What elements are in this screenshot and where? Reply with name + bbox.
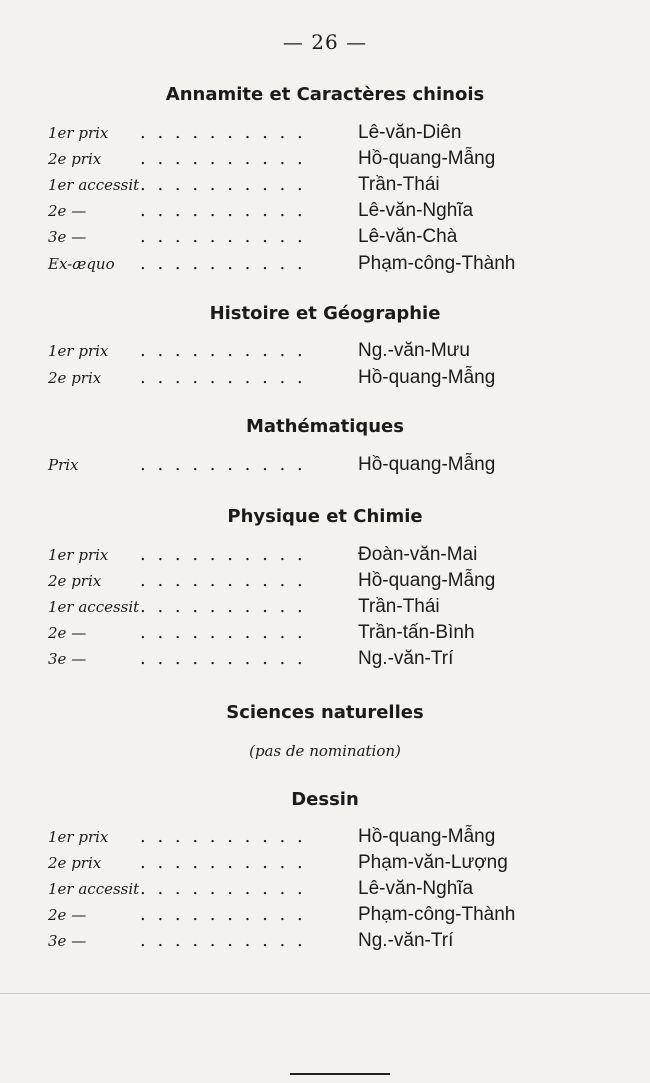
award-label: 1er prix — [48, 828, 109, 846]
award-name: Lê-văn-Nghĩa — [358, 200, 474, 221]
award-row — [48, 852, 618, 878]
award-label: 1er prix — [48, 342, 109, 360]
leader-dots: . . . . . . . . . . — [140, 148, 306, 169]
award-label: 2e — — [48, 202, 87, 220]
bottom-rule — [290, 1073, 390, 1075]
leader-dots: . . . . . . . . . . — [140, 340, 306, 361]
section-title-annamite: Annamite et Caractères chinois — [165, 84, 485, 105]
award-name: Hồ-quang-Mẫng — [358, 570, 496, 591]
award-label: 2e — — [48, 624, 87, 642]
award-name: Ng.-văn-Trí — [358, 648, 454, 669]
award-row — [48, 148, 618, 174]
award-row — [48, 904, 618, 930]
award-row — [48, 878, 618, 904]
leader-dots: . . . . . . . . . . — [140, 904, 306, 925]
award-name: Trần-Thái — [358, 596, 440, 617]
leader-dots: . . . . . . . . . . — [140, 544, 306, 565]
award-name: Lê-văn-Diên — [358, 122, 462, 143]
leader-dots: . . . . . . . . . . — [140, 367, 306, 388]
award-row — [48, 122, 618, 148]
award-row — [48, 340, 618, 366]
award-name: Ng.-văn-Mưu — [358, 340, 470, 361]
leader-dots: . . . . . . . . . . — [140, 122, 306, 143]
leader-dots: . . . . . . . . . . — [140, 200, 306, 221]
award-row — [48, 253, 618, 279]
award-label: 2e prix — [48, 854, 102, 872]
award-label: 2e prix — [48, 369, 102, 387]
award-label: Ex-æquo — [48, 255, 115, 273]
award-label: 3e — — [48, 228, 87, 246]
award-name: Trần-Thái — [358, 174, 440, 195]
leader-dots: . . . . . . . . . . — [140, 454, 306, 475]
award-label: Prix — [48, 456, 79, 474]
award-row — [48, 648, 618, 674]
section-title-mathematiques: Mathématiques — [246, 416, 404, 437]
award-label: 3e — — [48, 650, 87, 668]
leader-dots: . . . . . . . . . . — [140, 174, 306, 195]
award-label: 1er prix — [48, 124, 109, 142]
leader-dots: . . . . . . . . . . — [140, 622, 306, 643]
award-row — [48, 930, 618, 956]
award-row — [48, 826, 618, 852]
section-note: (pas de nomination) — [249, 742, 401, 760]
leader-dots: . . . . . . . . . . — [140, 596, 306, 617]
award-row — [48, 454, 618, 480]
award-label: 1er prix — [48, 546, 109, 564]
award-row — [48, 622, 618, 648]
award-name: Phạm-văn-Lượng — [358, 852, 508, 873]
award-name: Ng.-văn-Trí — [358, 930, 454, 951]
award-row — [48, 226, 618, 252]
section-title-dessin: Dessin — [291, 789, 359, 810]
section-title-physique: Physique et Chimie — [227, 506, 423, 527]
award-row — [48, 596, 618, 622]
award-label: 1er accessit — [48, 176, 140, 194]
award-name: Lê-văn-Nghĩa — [358, 878, 474, 899]
section-title-histoire: Histoire et Géographie — [209, 303, 441, 324]
leader-dots: . . . . . . . . . . — [140, 226, 306, 247]
award-row — [48, 367, 618, 393]
leader-dots: . . . . . . . . . . — [140, 253, 306, 274]
leader-dots: . . . . . . . . . . — [140, 878, 306, 899]
leader-dots: . . . . . . . . . . — [140, 570, 306, 591]
leader-dots: . . . . . . . . . . — [140, 648, 306, 669]
section-title-sciences: Sciences naturelles — [226, 702, 424, 723]
award-row — [48, 200, 618, 226]
award-name: Phạm-công-Thành — [358, 253, 516, 274]
page-number: — 26 — — [282, 30, 368, 54]
award-name: Hồ-quang-Mẫng — [358, 826, 496, 847]
award-name: Trần-tấn-Bình — [358, 622, 475, 643]
leader-dots: . . . . . . . . . . — [140, 826, 306, 847]
leader-dots: . . . . . . . . . . — [140, 852, 306, 873]
award-name: Lê-văn-Chà — [358, 226, 458, 247]
award-label: 1er accessit — [48, 880, 140, 898]
award-row — [48, 544, 618, 570]
award-label: 2e prix — [48, 150, 102, 168]
award-row — [48, 570, 618, 596]
award-name: Hồ-quang-Mẫng — [358, 367, 496, 388]
award-label: 3e — — [48, 932, 87, 950]
award-name: Hồ-quang-Mẫng — [358, 454, 496, 475]
award-label: 2e prix — [48, 572, 102, 590]
leader-dots: . . . . . . . . . . — [140, 930, 306, 951]
award-label: 2e — — [48, 906, 87, 924]
page-fold-line — [0, 993, 650, 994]
award-row — [48, 174, 618, 200]
award-name: Hồ-quang-Mẫng — [358, 148, 496, 169]
award-name: Phạm-công-Thành — [358, 904, 516, 925]
award-label: 1er accessit — [48, 598, 140, 616]
award-name: Đoàn-văn-Mai — [358, 544, 478, 565]
